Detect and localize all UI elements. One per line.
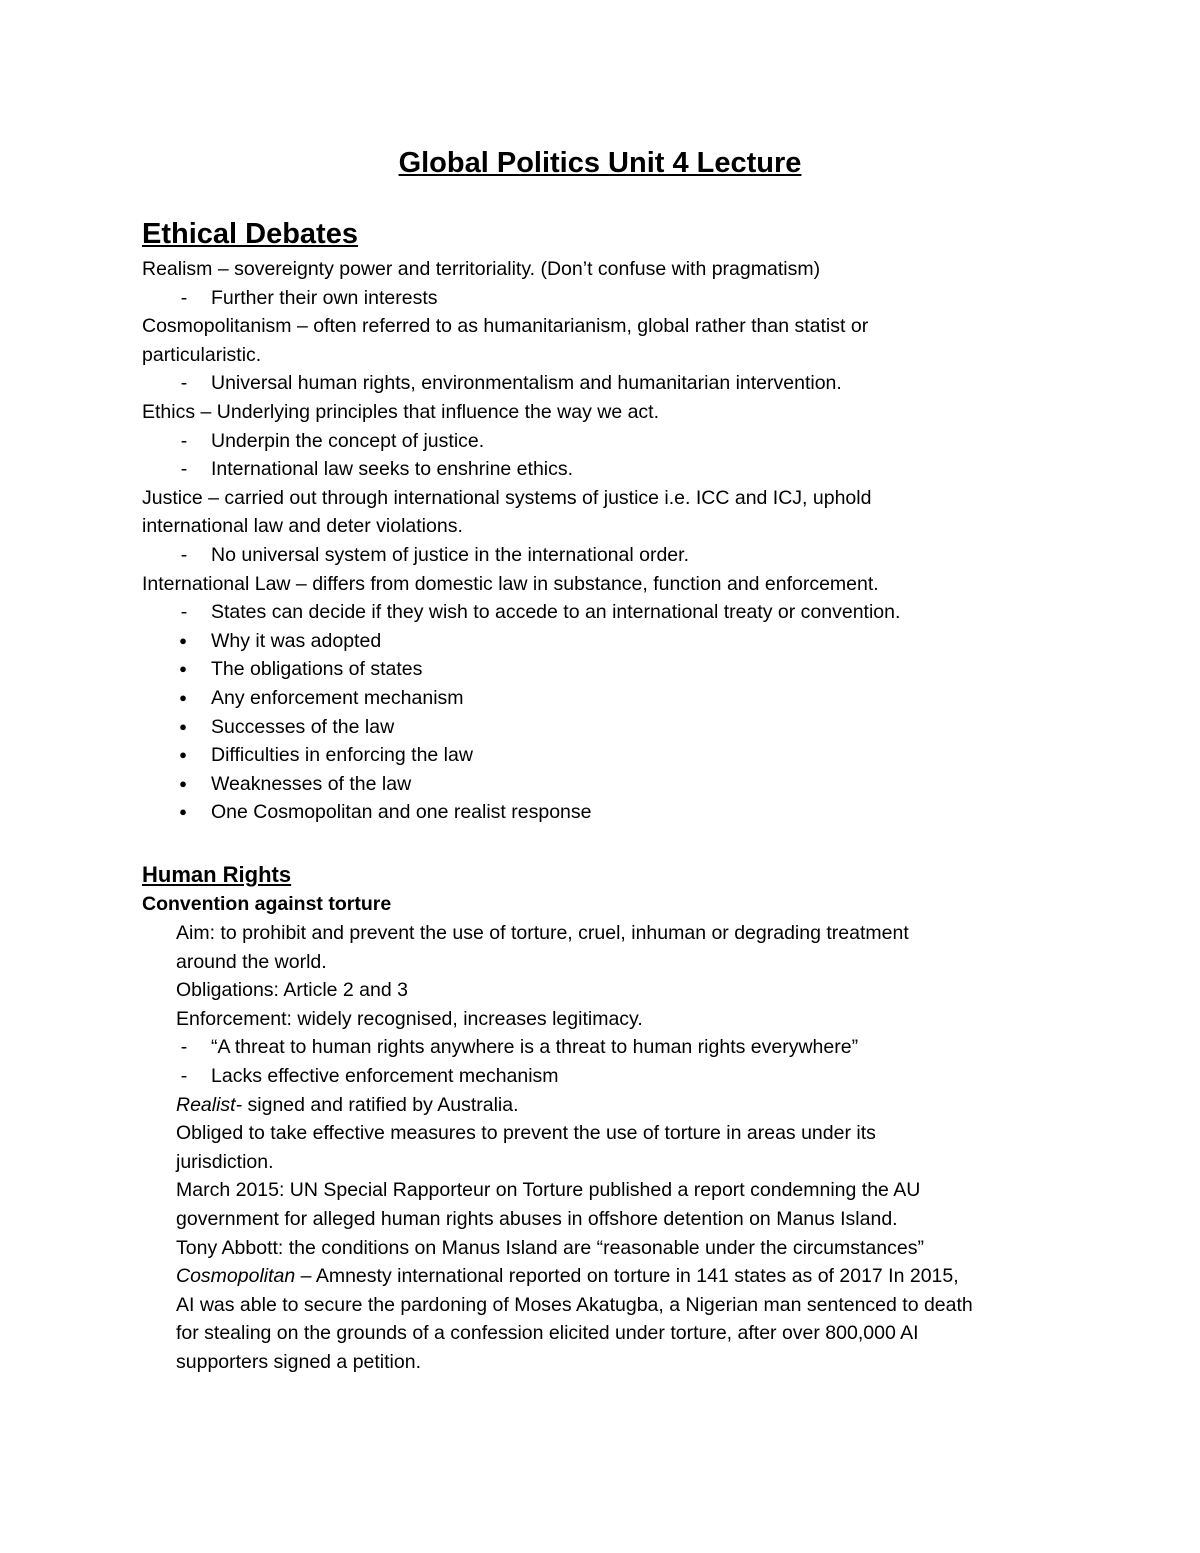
bullet-marker: ● [179, 689, 187, 705]
ethics-definition: Ethics – Underlying principles that influence the way we act. [142, 400, 660, 423]
cosmopolitan-response: Cosmopolitan – Amnesty international reported on torture in 141 states as of 2017 In 2015, [176, 1265, 959, 1288]
list-item: - “A threat to human rights anywhere is a threat to human rights everywhere” [0, 1033, 1200, 1062]
dash-marker: - [180, 543, 188, 566]
aim-text-cont: around the world. [176, 950, 327, 973]
human-rights-section [0, 860, 1200, 1377]
international-law-definition: International Law – differs from domestic law in substance, function and enforcement. [142, 572, 879, 595]
ethical-debates-body [0, 255, 1200, 827]
list-item: - States can decide if they wish to accede to an international treaty or convention. [0, 598, 1200, 627]
bullet-item: ● The obligations of states [0, 655, 1200, 684]
bullet-item: ● One Cosmopolitan and one realist response [0, 798, 1200, 827]
dash-marker: - [180, 429, 188, 452]
tony-abbott-quote: Tony Abbott: the conditions on Manus Island are “reasonable under the circumstances” [176, 1236, 924, 1259]
bullet-item: ● Difficulties in enforcing the law [0, 741, 1200, 770]
cosmopolitan-response-cont: for stealing on the grounds of a confession elicited under torture, after over 800,000 AI [176, 1322, 919, 1345]
list-item: - Universal human rights, environmentalism and humanitarian intervention. [0, 369, 1200, 398]
aim-text: Aim: to prohibit and prevent the use of torture, cruel, inhuman or degrading treatment [176, 922, 909, 944]
bullet-item: ● Any enforcement mechanism [0, 684, 1200, 713]
subheading-convention-against-torture: Convention against torture [142, 893, 392, 915]
dash-marker: - [180, 286, 188, 309]
obliged-text-cont: jurisdiction. [176, 1150, 274, 1173]
enforcement-text: Enforcement: widely recognised, increases legitimacy. [176, 1007, 643, 1030]
dash-marker: - [180, 1064, 188, 1087]
realist-label: Realist- [176, 1093, 243, 1116]
list-item: - Further their own interests [0, 284, 1200, 313]
bullet-marker: ● [179, 718, 187, 734]
list-item: - No universal system of justice in the international order. [0, 541, 1200, 570]
obliged-text: Obliged to take effective measures to prevent the use of torture in areas under its [176, 1122, 876, 1145]
justice-definition: Justice – carried out through international systems of justice i.e. ICC and ICJ, uphold [142, 486, 872, 509]
dash-marker: - [180, 601, 188, 624]
bullet-marker: ● [179, 804, 187, 820]
bullet-marker: ● [179, 775, 187, 791]
section-heading-human-rights: Human Rights [142, 862, 292, 887]
march-2015-text-cont: government for alleged human rights abuses in offshore detention on Manus Island. [176, 1207, 898, 1230]
cosmopolitanism-definition-cont: particularistic. [142, 343, 262, 366]
cosmopolitan-response-cont: supporters signed a petition. [176, 1350, 421, 1373]
cosmopolitan-label: Cosmopolitan [176, 1265, 296, 1288]
bullet-marker: ● [179, 632, 187, 648]
cosmopolitanism-definition: Cosmopolitanism – often referred to as humanitarianism, global rather than statist or [142, 315, 869, 338]
dash-marker: - [180, 1036, 188, 1059]
realist-response: Realist- signed and ratified by Australia. [176, 1093, 519, 1116]
obligations-text: Obligations: Article 2 and 3 [176, 979, 408, 1002]
list-item: - International law seeks to enshrine ethics. [0, 455, 1200, 484]
document-title: Global Politics Unit 4 Lecture [398, 147, 802, 179]
dash-marker: - [180, 372, 188, 395]
list-item: - Lacks effective enforcement mechanism [0, 1062, 1200, 1091]
cosmopolitan-response-cont: AI was able to secure the pardoning of Moses Akatugba, a Nigerian man sentenced to death [176, 1293, 973, 1316]
bullet-item: ● Successes of the law [0, 713, 1200, 742]
bullet-marker: ● [179, 747, 187, 763]
bullet-marker: ● [179, 661, 187, 677]
bullet-item: ● Weaknesses of the law [0, 770, 1200, 799]
dash-marker: - [180, 458, 188, 481]
bullet-item: ● Why it was adopted [0, 627, 1200, 656]
march-2015-text: March 2015: UN Special Rapporteur on Torture published a report condemning the AU [176, 1179, 921, 1202]
section-heading-ethical-debates: Ethical Debates [142, 218, 358, 250]
realism-definition: Realism – sovereignty power and territoriality. (Don’t confuse with pragmatism) [142, 258, 821, 280]
justice-definition-cont: international law and deter violations. [142, 515, 463, 538]
list-item: - Underpin the concept of justice. [0, 427, 1200, 456]
